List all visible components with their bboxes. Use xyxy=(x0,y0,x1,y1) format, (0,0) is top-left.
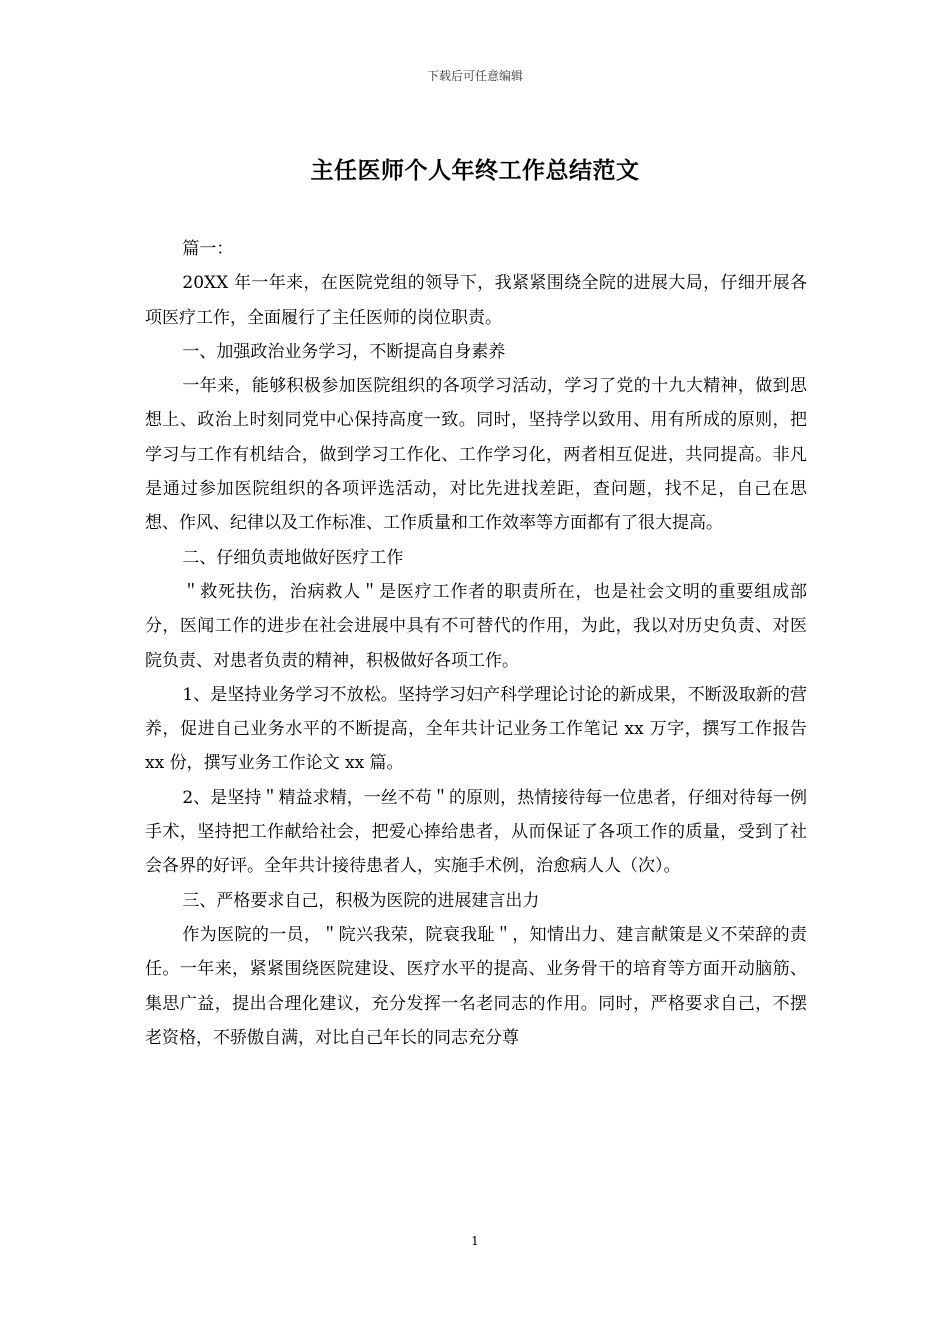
header-note: 下载后可任意编辑 xyxy=(426,69,523,83)
intro-paragraph: 20XX 年一年来，在医院党组的领导下，我紧紧围绕全院的进展大局，仔细开展各项医疗工作，全面履行了主任医师的岗位职责。 xyxy=(145,273,807,328)
body-paragraph: 一年来，能够积极参加医院组织的各项学习活动，学习了党的十九大精神，做到思想上、政治上时刻同党中心保持高度一致。同时，坚持学以致用、用有所成的原则，把学习与工作有机结合，做到学习工作化、工作学习化，两者相互促进，共同提高。非凡是通过参加医院组织的各项评选活动，对比先进找差距，查问题，找不足，自己在思想、作风、纪律以及工作标准、工作质量和工作效率等方面都有了很大提高。 xyxy=(145,376,807,534)
document-title: 主任医师个人年终工作总结范文 xyxy=(310,157,640,184)
section-heading-3: 三、严格要求自己，积极为医院的进展建言出力 xyxy=(182,890,540,911)
body-paragraph: 1、是坚持业务学习不放松。坚持学习妇产科学理论讨论的新成果，不断汲取新的营养，促进自己业务水平的不断提高，全年共计记业务工作笔记 xx 万字，撰写工作报告 xx 份，撰写业务工作论文 xx 篇。 xyxy=(145,684,807,774)
section-heading-2: 二、仔细负责地做好医疗工作 xyxy=(182,547,404,568)
section-label: 篇一： xyxy=(182,239,234,259)
body-paragraph: ＂救死扶伤，治病救人＂是医疗工作者的职责所在，也是社会文明的重要组成部分，医闻工作的进步在社会进展中具有不可替代的作用，为此，我以对历史负责、对医院负责、对患者负责的精神，积极做好各项工作。 xyxy=(145,581,807,671)
body-paragraph: 作为医院的一员，＂院兴我荣，院衰我耻＂，知情出力、建言献策是义不荣辞的责任。一年来，紧紧围绕医院建设、医疗水平的提高、业务骨干的培育等方面开动脑筋、集思广益，提出合理化建议，充分发挥一名老同志的作用。同时，严格要求自己，不摆老资格，不骄傲自满，对比自己年长的同志充分尊 xyxy=(145,924,807,1048)
body-paragraph: 2、是坚持＂精益求精，一丝不苟＂的原则，热情接待每一位患者，仔细对待每一例手术，坚持把工作献给社会，把爱心捧给患者，从而保证了各项工作的质量，受到了社会各界的好评。全年共计接待患者人，实施手术例，治愈病人人（次）。 xyxy=(145,787,807,877)
page-number: 1 xyxy=(471,1234,479,1248)
section-heading-1: 一、加强政治业务学习，不断提高自身素养 xyxy=(182,341,506,362)
document-body xyxy=(145,232,807,1055)
